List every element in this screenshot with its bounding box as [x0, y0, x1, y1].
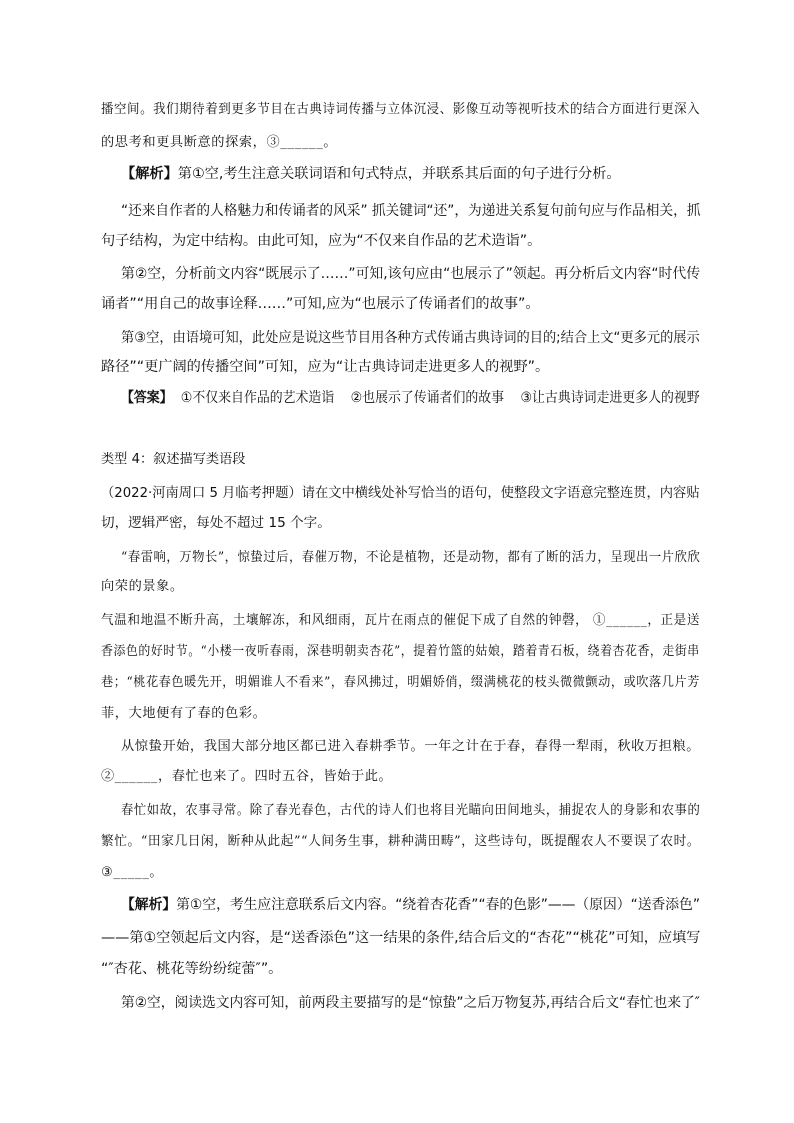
- answer-3: ③让古典诗词走进更多人的视野: [520, 390, 700, 406]
- analysis-line: 第②空，分析前文内容“既展示了……”可知,该句应由“也展示了”领起。再分析后文内容“时代传: [121, 266, 701, 282]
- passage-line: 菲，大地便有了春的色彩。: [101, 706, 267, 721]
- analysis-line: “还来自作者的人格魅力和传诵者的风采” 抓关键词“还”，为递进关系复句前句应与作品相关，抓: [121, 203, 701, 219]
- answer-1: ①不仅来自作品的艺术造诣: [180, 390, 335, 406]
- passage-line: 气温和地温不断升高，土壤解冻，和风细雨，瓦片在雨点的催促下成了自然的钟磬， ①______，正是送: [101, 613, 701, 628]
- passage-line: 的思考和更具断意的探索，③______。: [101, 135, 338, 150]
- answer-2: ②也展示了传诵者们的故事: [350, 390, 505, 406]
- analysis-line: 路径”“更广阔的传播空间”可知，应为“让古典诗词走进更多人的视野”。: [101, 359, 550, 375]
- passage-line: “春雷响，万物长”，惊蛰过后，春催万物，不论是植物，还是动物，都有了断的活力，呈现出一片欣欣: [121, 550, 701, 565]
- passage-line: 春忙如故，农事寻常。除了春光春色，古代的诗人们也将目光瞄向田间地头，捕捉农人的身影和农事的: [121, 803, 701, 818]
- passage-line: ③_____。: [101, 865, 164, 880]
- analysis-line: 第③空，由语境可知，此处应是说这些节目用各种方式传诵古典诗词的目的;结合上文“更多元的展示: [121, 330, 700, 346]
- section-title: 类型 4：叙述描写类语段: [101, 452, 246, 467]
- question-line: （2022·河南周口 5 月临考押题）请在文中横线处补写恰当的语句，使整段文字语意完整连贯，内容贴: [101, 485, 700, 501]
- analysis-tag: 【解析】: [121, 897, 177, 913]
- analysis-tag: 【解析】: [121, 166, 178, 182]
- passage-line: 从惊蛰开始，我国大部分地区都已进入春耕季节。一年之计在于春，春得一犁雨，秋收万担粮。: [121, 739, 701, 754]
- analysis-line: ——第①空领起后文内容，是“送香添色”这一结果的条件,结合后文的“杏花”“桃花”可知，应填写: [101, 930, 701, 946]
- analysis-line: 第②空，阅读选文内容可知，前两段主要描写的是“惊蛰”之后万物复苏,再结合后文“春忙也来了″: [121, 995, 700, 1011]
- analysis-line: 句子结构，为定中结构。由此可知，应为“不仅来自作品的艺术造诣”。: [101, 233, 542, 249]
- answer-tag: 【答案】: [121, 390, 173, 406]
- analysis-line: 【解析】第①空,考生注意关联词语和句式特点，并联系其后面的句子进行分析。: [121, 166, 621, 182]
- analysis-line: 诵者”“用自己的故事诠释……”可知,应为“也展示了传诵者们的故事”。: [101, 296, 540, 312]
- analysis-line: 【解析】第①空，考生应注意联系后文内容。“绕着杏花香”“春的色影”——（原因）“送香添色”: [121, 897, 700, 913]
- passage-line: 繁忙。“田家几日闲，断种从此起”“人间务生事，耕种满田畴”，这些诗句，既提醒农人不要误了农时。: [101, 834, 701, 849]
- passage-line: ②______，春忙也来了。四时五谷，皆始于此。: [101, 769, 393, 784]
- question-line: 切，逻辑严密，每处不超过 15 个字。: [101, 515, 331, 531]
- passage-line: 香添色的好时节。“小楼一夜听春雨，深巷明朝卖杏花”，提着竹篮的姑娘，踏着青石板，绕着杏花香，走街串: [101, 644, 700, 659]
- analysis-line: “″杏花、桃花等纷纷绽蕾″”。: [101, 961, 283, 977]
- passage-line: 巷；“桃花春色暖先开，明媚谁人不看来”，春风拂过，明媚娇俏，缀满桃花的枝头微微颤动，或吹落几片芳: [101, 675, 700, 690]
- passage-line: 播空间。我们期待着到更多节目在古典诗词传播与立体沉浸、影像互动等视听技术的结合方面进行更深入: [101, 102, 701, 117]
- answer-line: [121, 388, 700, 408]
- passage-line: 向荣的景象。: [101, 579, 184, 594]
